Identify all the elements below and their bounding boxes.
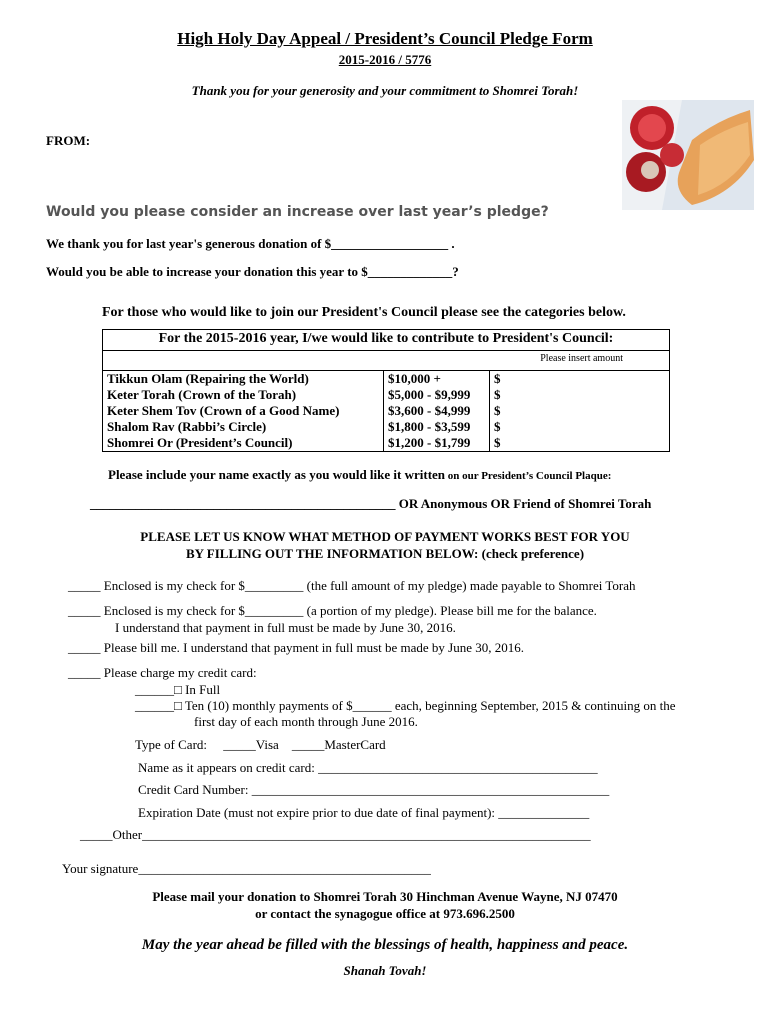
- council-level-name: Tikkun Olam (Repairing the World): [103, 371, 384, 388]
- expiration-field[interactable]: Expiration Date (must not expire prior to due date of final payment): ______________: [138, 805, 590, 820]
- increase-heading: Would you please consider an increase over last year’s pledge?: [46, 204, 549, 220]
- council-row: [103, 435, 670, 452]
- council-table-header: For the 2015-2016 year, I/we would like to contribute to President's Council:: [103, 330, 670, 351]
- council-level-range: $5,000 - $9,999: [384, 387, 490, 403]
- payment-heading-2: BY FILLING OUT THE INFORMATION BELOW: (check preference): [185, 546, 585, 561]
- thanks-line: Thank you for your generosity and your commitment to Shomrei Torah!: [191, 83, 579, 98]
- contact-line: or contact the synagogue office at 973.696.2500: [255, 906, 515, 921]
- council-level-range: $3,600 - $4,999: [384, 403, 490, 419]
- increase-donation-line[interactable]: Would you be able to increase your donation this year to $_____________?: [46, 264, 459, 279]
- council-table: [102, 329, 670, 452]
- shanah-tovah: Shanah Tovah!: [343, 963, 427, 978]
- council-level-name: Keter Shem Tov (Crown of a Good Name): [103, 403, 384, 419]
- pomegranate-shofar-image: [622, 100, 754, 210]
- council-level-range: $10,000 +: [384, 371, 490, 388]
- council-row: [103, 419, 670, 435]
- plaque-note-suffix: on our President’s Council Plaque:: [445, 470, 612, 482]
- council-amount-field[interactable]: $: [490, 403, 670, 419]
- monthly-payments-checkbox[interactable]: ______□ Ten (10) monthly payments of $______ each, beginning September, 2015 & continuing on the: [135, 698, 676, 713]
- option-partial-note: I understand that payment in full must be made by June 30, 2016.: [115, 620, 456, 635]
- blessing-line: May the year ahead be filled with the blessings of health, happiness and peace.: [141, 937, 629, 953]
- council-intro: For those who would like to join our President's Council please see the categories below.: [102, 305, 626, 320]
- card-name-field[interactable]: Name as it appears on credit card: ___________________________________________: [138, 760, 598, 775]
- plaque-note-main: Please include your name exactly as you would like it written: [108, 467, 446, 482]
- council-row: [103, 403, 670, 419]
- plaque-name-line[interactable]: _______________________________________________ OR Anonymous OR Friend of Shomrei Torah: [90, 496, 652, 511]
- form-title: High Holy Day Appeal / President’s Council Pledge Form: [177, 29, 593, 48]
- council-level-range: $1,200 - $1,799: [384, 435, 490, 452]
- payment-heading-1: PLEASE LET US KNOW WHAT METHOD OF PAYMENT WORKS BEST FOR YOU: [140, 529, 630, 544]
- monthly-payments-note: first day of each month through June 2016.: [194, 714, 418, 729]
- in-full-checkbox[interactable]: ______□ In Full: [135, 682, 221, 697]
- signature-field[interactable]: Your signature_____________________________________________: [62, 861, 431, 876]
- option-full-check[interactable]: _____ Enclosed is my check for $_________ (the full amount of my pledge) made payable to Shomrei Torah: [68, 578, 636, 593]
- option-partial-check[interactable]: _____ Enclosed is my check for $_________ (a portion of my pledge). Please bill me for the balance.: [68, 603, 597, 618]
- card-type-line[interactable]: Type of Card: _____Visa _____MasterCard: [135, 737, 386, 752]
- council-level-name: Shalom Rav (Rabbi’s Circle): [103, 419, 384, 435]
- option-credit-card[interactable]: _____ Please charge my credit card:: [68, 665, 257, 680]
- council-amount-field[interactable]: $: [490, 371, 670, 388]
- council-amount-field[interactable]: $: [490, 435, 670, 452]
- last-year-donation-line[interactable]: We thank you for last year's generous donation of $__________________ .: [46, 236, 455, 251]
- other-field[interactable]: _____Other_____________________________________________________________________: [80, 827, 591, 842]
- option-bill-me[interactable]: _____ Please bill me. I understand that payment in full must be made by June 30, 2016.: [68, 640, 525, 655]
- council-amount-field[interactable]: $: [490, 419, 670, 435]
- insert-amount-note: Please insert amount: [103, 351, 670, 371]
- plaque-note: [108, 467, 611, 483]
- card-number-field[interactable]: Credit Card Number: _______________________________________________________: [138, 782, 610, 797]
- council-level-name: Keter Torah (Crown of the Torah): [103, 387, 384, 403]
- council-row: [103, 387, 670, 403]
- council-row: [103, 371, 670, 388]
- council-level-range: $1,800 - $3,599: [384, 419, 490, 435]
- mail-instructions: Please mail your donation to Shomrei Torah 30 Hinchman Avenue Wayne, NJ 07470: [152, 889, 618, 904]
- council-amount-field[interactable]: $: [490, 387, 670, 403]
- council-level-name: Shomrei Or (President’s Council): [103, 435, 384, 452]
- form-year: 2015-2016 / 5776: [338, 52, 432, 67]
- from-label: FROM:: [46, 133, 91, 148]
